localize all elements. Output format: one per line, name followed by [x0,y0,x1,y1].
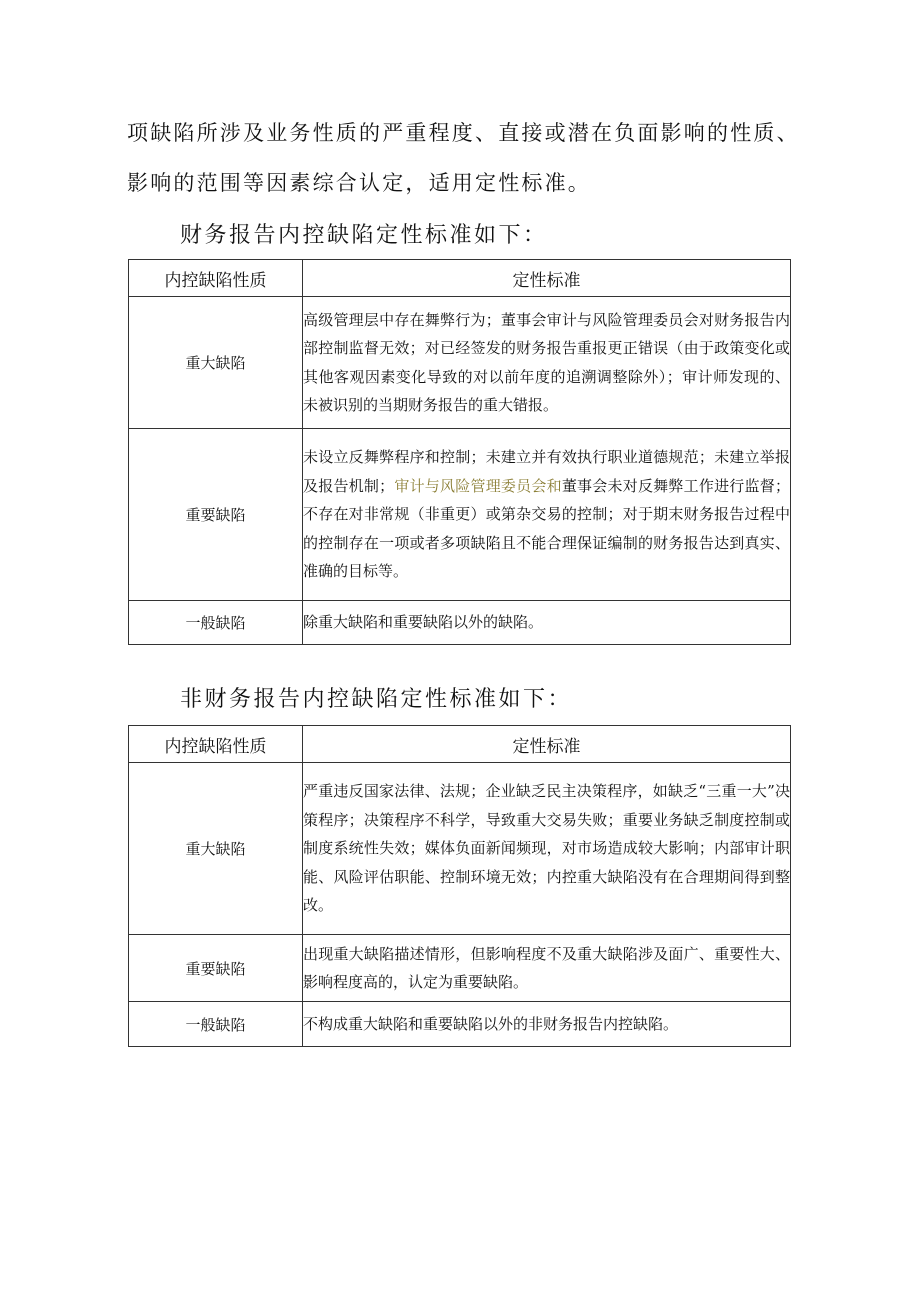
standard-text-part-2: 董事会未对反舞弊工作进行监督；不存在对非常规（非重更）或第杂交易的控制；对于期末财务报告过程中的控制存在一项或者多项缺陷且不能合理保证编制的财务报告达到真实、准确的目标等。 [303,476,790,581]
table-row [129,429,791,601]
header-nature: 内控缺陷性质 [129,260,303,297]
category-cell: 重大缺陷 [129,763,303,935]
table-header-row [129,260,791,297]
standard-cell [303,429,791,601]
header-standard: 定性标准 [303,726,791,763]
standard-cell: 出现重大缺陷描述情形，但影响程度不及重大缺陷涉及面广、重要性大、影响程度高的，认定为重要缺陷。 [303,935,791,1002]
table-row [129,1002,791,1047]
category-cell: 一般缺陷 [129,601,303,645]
header-standard: 定性标准 [303,260,791,297]
nonfinancial-standards-table [128,725,791,1047]
table-row [129,935,791,1002]
category-cell: 一般缺陷 [129,1002,303,1047]
category-cell: 重要缺陷 [129,935,303,1002]
standard-text-part-1: 未设立反舞弊程序和控制；未建立并有效执行职业道德规范；未建立举报及报告机制； [303,448,790,495]
standard-text-highlight: 审计与风险管理委员会和 [394,476,562,495]
nonfinancial-heading: 非财务报告内控缺陷定性标准如下： [180,687,573,712]
financial-standards-table [128,259,791,645]
standard-cell: 除重大缺陷和重要缺陷以外的缺陷。 [303,601,791,645]
intro-paragraph [127,108,807,208]
category-cell: 重大缺陷 [129,297,303,429]
table-row [129,297,791,429]
table-row [129,601,791,645]
intro-line-1: 项缺陷所涉及业务性质的严重程度、直接或潜在负面影响的性质、 [127,121,800,145]
intro-line-2: 影响的范围等因素综合认定，适用定性标准。 [127,171,591,195]
header-nature: 内控缺陷性质 [129,726,303,763]
table-header-row [129,726,791,763]
table-row [129,763,791,935]
standard-cell: 严重违反国家法律、法规；企业缺乏民主决策程序，如缺乏“三重一大”决策程序；决策程序不科学，导致重大交易失败；重要业务缺乏制度控制或制度系统性失效；媒体负面新闻频现，对市场造成较大影响；内部审计职能、风险评估职能、控制环境无效；内控重大缺陷没有在合理期间得到整改。 [303,763,791,935]
standard-cell: 高级管理层中存在舞弊行为；董事会审计与风险管理委员会对财务报告内部控制监督无效；对已经签发的财务报告重报更正错误（由于政策变化或其他客观因素变化导致的对以前年度的追溯调整除外）；审计师发现的、未被识别的当期财务报告的重大错报。 [303,297,791,429]
financial-heading: 财务报告内控缺陷定性标准如下： [180,223,548,248]
standard-cell: 不构成重大缺陷和重要缺陷以外的非财务报告内控缺陷。 [303,1002,791,1047]
category-cell: 重要缺陷 [129,429,303,601]
